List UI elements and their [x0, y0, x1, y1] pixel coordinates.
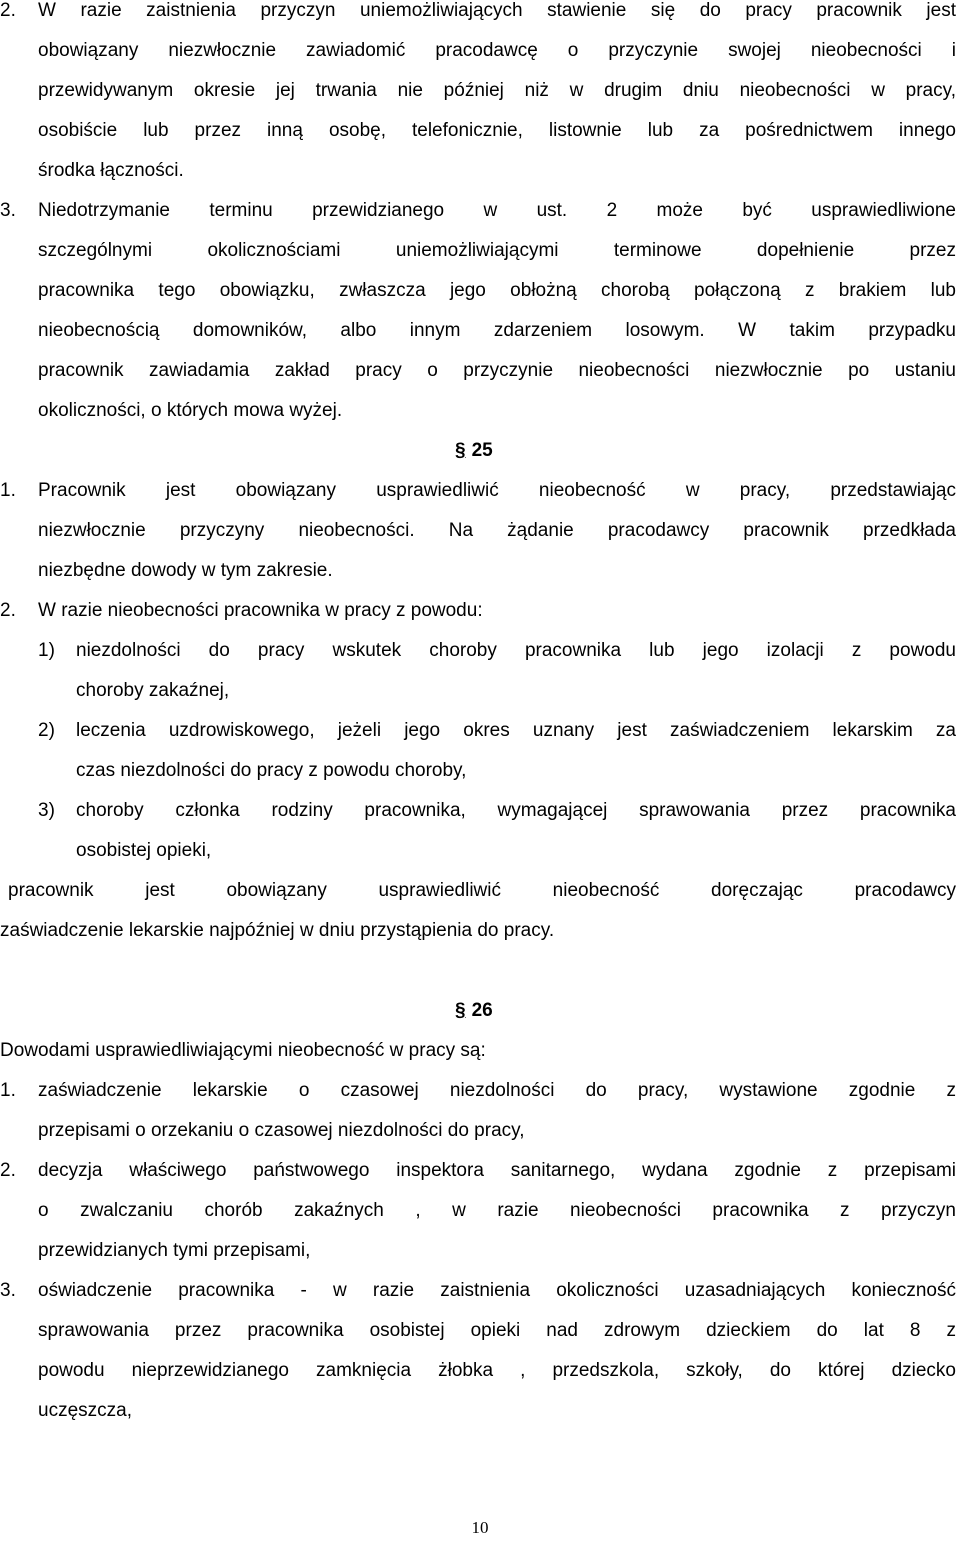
section-heading-25	[455, 431, 515, 471]
section-symbol: §	[455, 1000, 466, 1021]
text-line: czas niezdolności do pracy z powodu choroby,	[76, 760, 467, 781]
subitem-3	[76, 791, 956, 871]
text-line: przepisami o orzekaniu o czasowej niezdolności do pracy,	[38, 1120, 525, 1141]
text-line: przewidzianych tymi przepisami,	[38, 1240, 311, 1261]
subitem-number: 1)	[38, 640, 55, 661]
text-line: nieobecnością domowników, albo innym zdarzeniem losowym. W takim przypadku	[38, 320, 956, 341]
text-line: osobistej opieki,	[76, 840, 212, 861]
text-line: oświadczenie pracownika - w razie zaistnienia okoliczności uzasadniających konieczność	[38, 1280, 956, 1301]
item-number: 2.	[0, 0, 16, 21]
paragraph-26-intro	[0, 1031, 956, 1071]
text-line: przewidywanym okresie jej trwania nie później niż w drugim dniu nieobecności w pracy,	[38, 80, 956, 101]
text-line: choroby zakaźnej,	[76, 680, 230, 701]
text-line: zaświadczenie lekarskie o czasowej niezdolności do pracy, wystawione zgodnie z	[38, 1080, 956, 1101]
text-line: Pracownik jest obowiązany usprawiedliwić nieobecność w pracy, przedstawiając	[38, 480, 956, 501]
text-line: W razie nieobecności pracownika w pracy z powodu:	[38, 600, 483, 621]
text-line: niezwłocznie przyczyny nieobecności. Na żądanie pracodawcy pracownik przedkłada	[38, 520, 956, 541]
text-line: niezbędne dowody w tym zakresie.	[38, 560, 333, 581]
text-line: uczęszcza,	[38, 1400, 132, 1421]
item-number: 3.	[0, 1280, 16, 1301]
section-symbol: §	[455, 440, 466, 461]
text-line: o zwalczaniu chorób zakaźnych , w razie nieobecności pracownika z przyczyn	[38, 1200, 956, 1221]
text-line: pracownika tego obowiązku, zwłaszcza jego obłożną chorobą połączoną z brakiem lub	[38, 280, 956, 301]
paragraph-25-1	[38, 471, 956, 591]
paragraph-26-1	[38, 1071, 956, 1151]
text-line: pracownik jest obowiązany usprawiedliwić nieobecność doręczając pracodawcy	[8, 880, 956, 901]
paragraph-26-2	[38, 1151, 956, 1271]
paragraph-24-3	[38, 191, 956, 431]
text-line: środka łączności.	[38, 160, 184, 181]
text-line: leczenia uzdrowiskowego, jeżeli jego okres uznany jest zaświadczeniem lekarskim za	[76, 720, 956, 741]
item-number: 1.	[0, 480, 16, 501]
paragraph-25-2-closing	[0, 871, 956, 951]
subitem-number: 2)	[38, 720, 55, 741]
text-line: pracownik zawiadamia zakład pracy o przyczynie nieobecności niezwłocznie po ustaniu	[38, 360, 956, 381]
item-number: 3.	[0, 200, 16, 221]
subitem-2	[76, 711, 956, 791]
subitem-1	[76, 631, 956, 711]
page-number: 10	[471, 1518, 489, 1537]
text-line: Dowodami usprawiedliwiającymi nieobecność w pracy są:	[0, 1040, 486, 1061]
text-line: Niedotrzymanie terminu przewidzianego w ust. 2 może być usprawiedliwione	[38, 200, 956, 221]
text-line: powodu nieprzewidzianego zamknięcia żłobka , przedszkola, szkoły, do której dziecko	[38, 1360, 956, 1381]
text-line: niezdolności do pracy wskutek choroby pracownika lub jego izolacji z powodu	[76, 640, 956, 661]
text-line: decyzja właściwego państwowego inspektora sanitarnego, wydana zgodnie z przepisami	[38, 1160, 956, 1181]
paragraph-26-3	[38, 1271, 956, 1431]
text-line: osobiście lub przez inną osobę, telefonicznie, listownie lub za pośrednictwem innego	[38, 120, 956, 141]
text-line: okoliczności, o których mowa wyżej.	[38, 400, 343, 421]
section-number: 25	[471, 440, 493, 461]
text-line: sprawowania przez pracownika osobistej opieki nad zdrowym dzieckiem do lat 8 z	[38, 1320, 956, 1341]
paragraph-25-2-intro	[38, 591, 956, 631]
paragraph-24-2	[38, 0, 956, 191]
section-number: 26	[471, 1000, 493, 1021]
item-number: 1.	[0, 1080, 16, 1101]
item-number: 2.	[0, 1160, 16, 1181]
text-line: choroby członka rodziny pracownika, wymagającej sprawowania przez pracownika	[76, 800, 956, 821]
text-line: szczególnymi okolicznościami uniemożliwiającymi terminowe dopełnienie przez	[38, 240, 956, 261]
text-line: W razie zaistnienia przyczyn uniemożliwiających stawienie się do pracy pracownik jest	[38, 0, 956, 21]
text-line: zaświadczenie lekarskie najpóźniej w dniu przystąpienia do pracy.	[0, 920, 555, 941]
subitem-number: 3)	[38, 800, 55, 821]
item-number: 2.	[0, 600, 16, 621]
section-heading-26	[455, 991, 515, 1031]
text-line: obowiązany niezwłocznie zawiadomić pracodawcę o przyczynie swojej nieobecności i	[38, 40, 956, 61]
